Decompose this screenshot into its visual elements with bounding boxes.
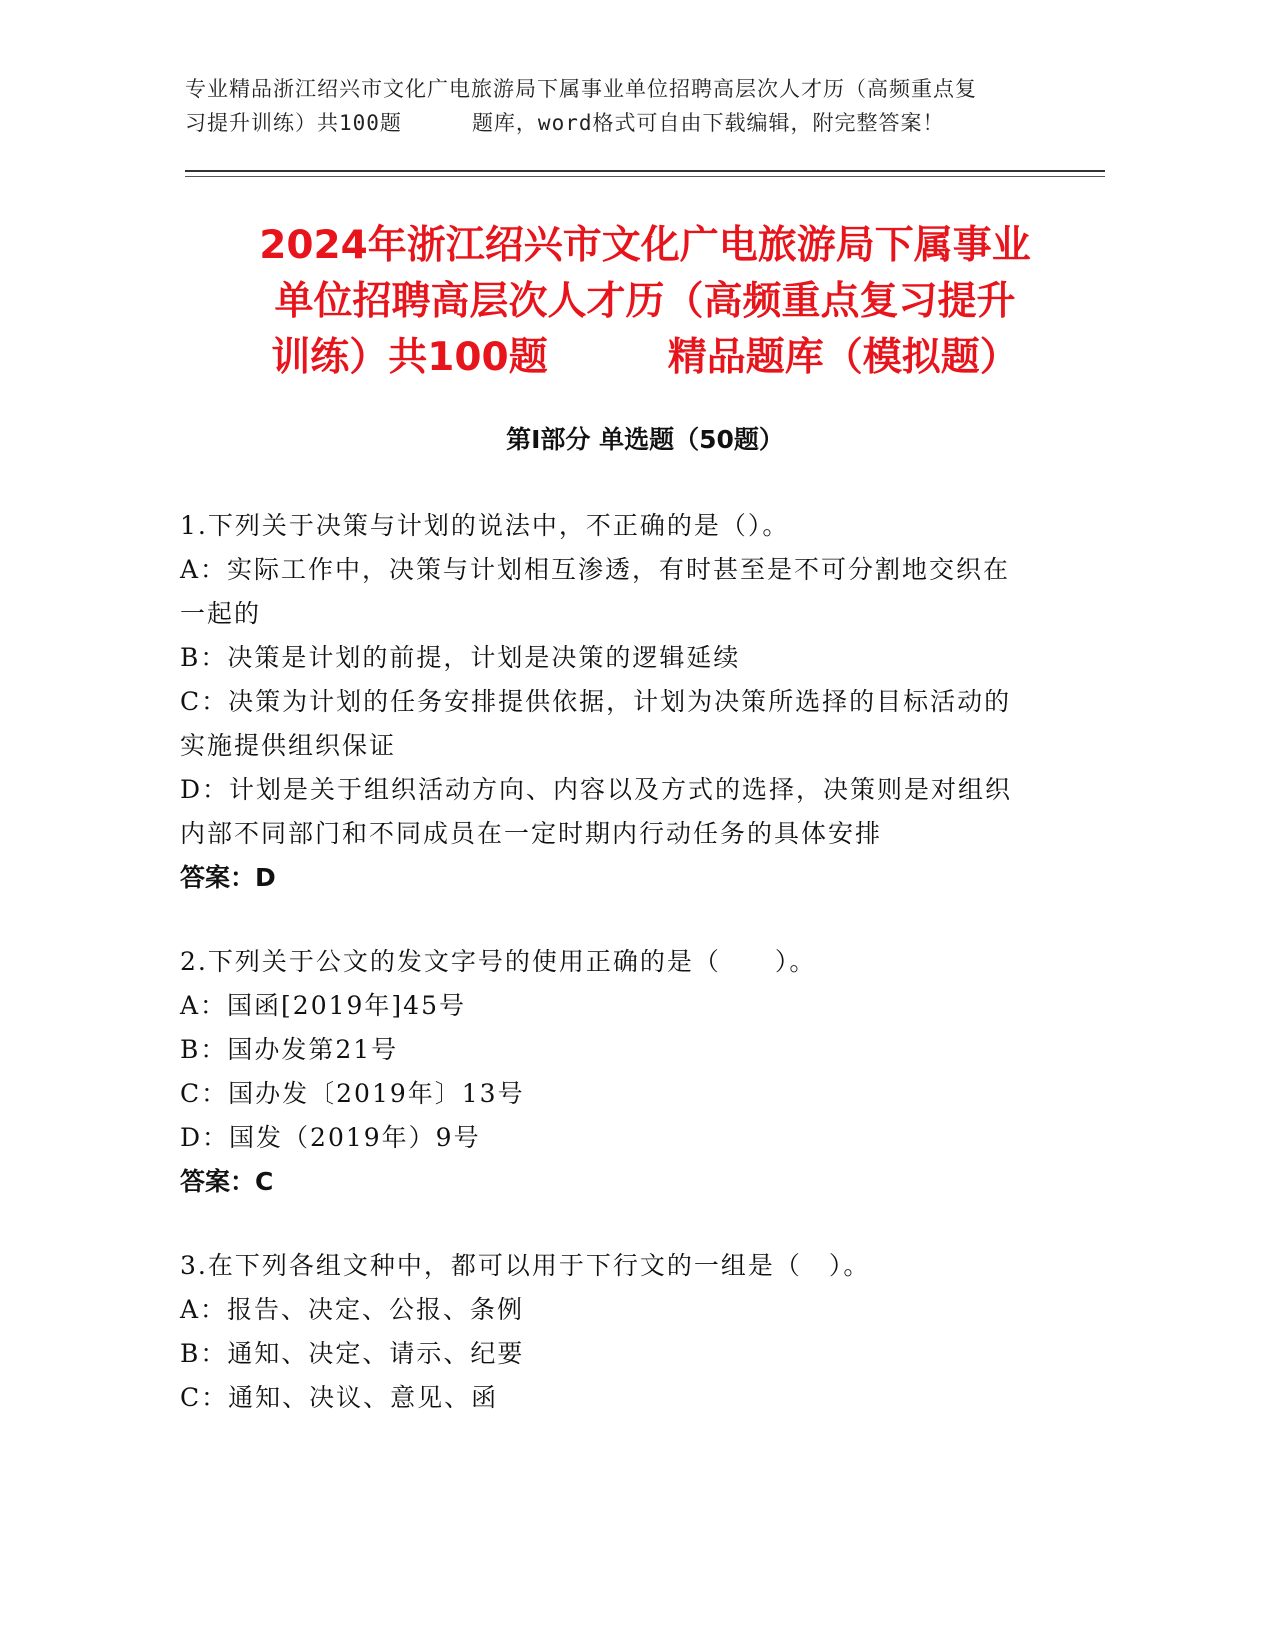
title-line-3 [185,330,1105,386]
header-line-1: 专业精品浙江绍兴市文化广电旅游局下属事业单位招聘高层次人才历（高频重点复 [185,77,977,101]
question-answer: 答案：D [180,863,276,892]
question-option: A：国函[2019年]45号 [180,991,466,1020]
header-divider-thick [185,170,1105,172]
question-1 [180,504,1040,900]
question-option: C：通知、决议、意见、函 [180,1383,499,1412]
header-divider-thin [185,176,1105,177]
question-2 [180,940,1040,1204]
question-option: C：国办发〔2019年〕13号 [180,1079,525,1108]
question-option: A：报告、决定、公报、条例 [180,1295,525,1324]
header-line-2-part-1: 习提升训练）共100题 [185,111,402,135]
document-title [185,218,1105,386]
question-3 [180,1244,1040,1420]
question-stem: 3.在下列各组文种中，都可以用于下行文的一组是（ ）。 [180,1251,871,1280]
page-header [185,72,1105,140]
title-line-3-part-1: 训练）共100题 [271,335,548,380]
question-answer: 答案：C [180,1167,274,1196]
question-option: 内部不同部门和不同成员在一定时期内行动任务的具体安排 [180,819,883,848]
title-line-2: 单位招聘高层次人才历（高频重点复习提升 [274,279,1016,324]
header-line-2 [185,106,1105,140]
question-option: B：决策是计划的前提，计划是决策的逻辑延续 [180,643,741,672]
question-option: B：通知、决定、请示、纪要 [180,1339,525,1368]
title-line-1: 2024年浙江绍兴市文化广电旅游局下属事业 [259,223,1031,268]
question-option: 实施提供组织保证 [180,731,397,760]
question-option: D：国发（2019年）9号 [180,1123,481,1152]
question-option: B：国办发第21号 [180,1035,399,1064]
question-option: C：决策为计划的任务安排提供依据，计划为决策所选择的目标活动的 [180,687,1012,716]
question-stem: 1.下列关于决策与计划的说法中，不正确的是（）。 [180,511,790,540]
header-line-2-part-2: 题库，word格式可自由下载编辑，附完整答案！ [471,111,945,135]
question-option: 一起的 [180,599,262,628]
question-option: D：计划是关于组织活动方向、内容以及方式的选择，决策则是对组织 [180,775,1013,804]
section-title: 第Ⅰ部分 单选题（50题） [506,425,784,454]
question-stem: 2.下列关于公文的发文字号的使用正确的是（ ）。 [180,947,817,976]
question-option: A：实际工作中，决策与计划相互渗透，有时甚至是不可分割地交织在 [180,555,1011,584]
title-line-3-part-2: 精品题库（模拟题） [667,335,1019,380]
